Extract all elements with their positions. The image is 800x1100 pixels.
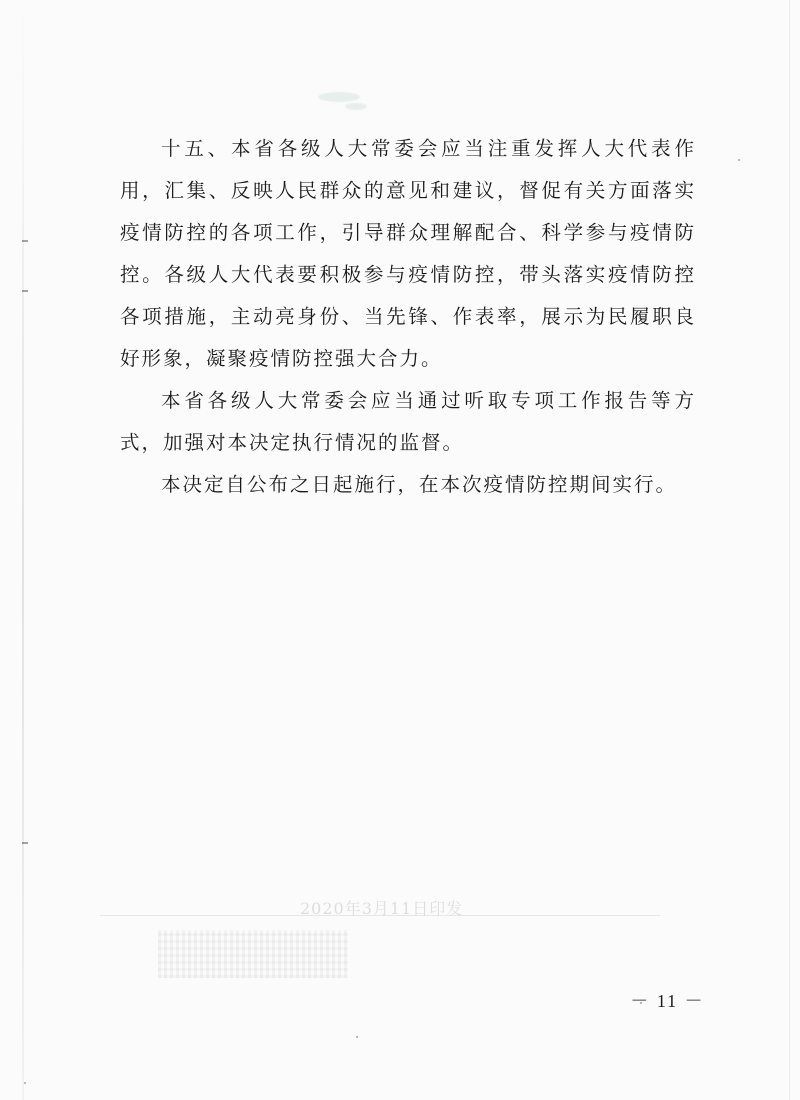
scan-speck	[738, 159, 740, 161]
scan-smudge	[318, 92, 360, 102]
paragraph: 本省各级人大常委会应当通过听取专项工作报告等方式，加强对本决定执行情况的监督。	[120, 389, 696, 454]
scan-left-edge	[22, 0, 24, 1100]
binding-tick-mark	[22, 290, 28, 292]
scan-right-edge	[789, 0, 790, 1100]
faint-line-rule	[100, 915, 660, 916]
binding-tick-mark	[22, 240, 28, 242]
faint-stamp-block	[158, 930, 348, 978]
paragraph: 十五、本省各级人大常委会应当注重发挥人大代表作用，汇集、反映人民群众的意见和建议，督促有关方面落实疫情防控的各项工作，引导群众理解配合、科学参与疫情防控。各级人大代表要积极参与疫情防控，带头落实疫情防控各项措施，主动亮身份、当先锋、作表率，展示为民履职良好形象，凝聚疫情防控强大合力。	[120, 137, 696, 370]
page-number: － 11 －	[630, 991, 705, 1011]
scan-speck	[356, 1036, 358, 1038]
paragraph: 本决定自公布之日起施行，在本次疫情防控期间实行。	[161, 473, 678, 496]
binding-tick-mark	[22, 842, 28, 844]
faint-printed-line	[100, 896, 660, 918]
scan-speck	[24, 1082, 26, 1084]
faint-printed-line-text: 2020年3月11日印发	[300, 899, 464, 918]
scan-smudge	[345, 103, 367, 110]
document-body	[120, 128, 696, 506]
